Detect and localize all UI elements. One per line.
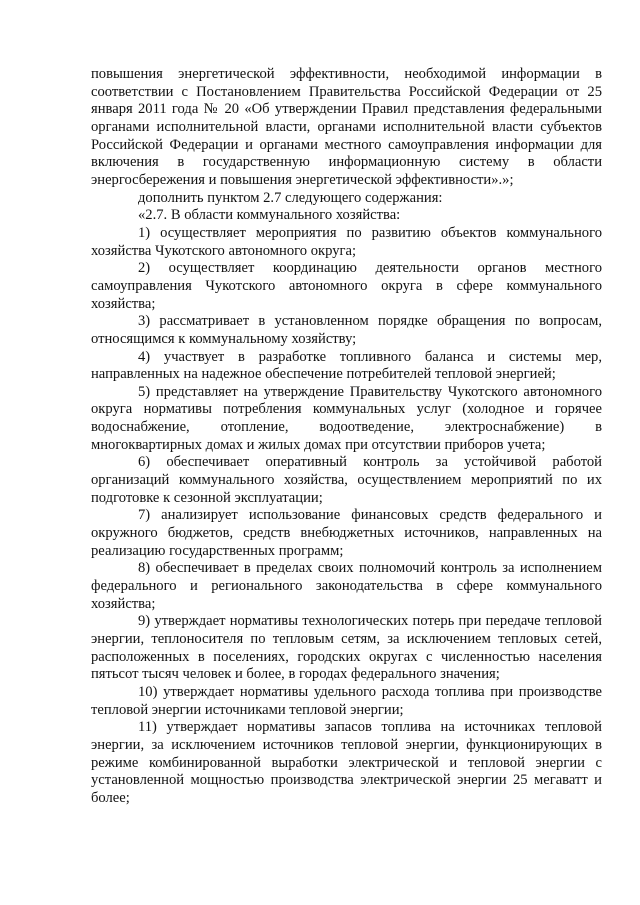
paragraph-section-heading: «2.7. В области коммунального хозяйства: (138, 207, 401, 224)
paragraph-intro: повышения энергетической эффективности, необходимой информации в соответствии с Постановлением Правительства Российской Федерации от 25 января 2011 года № 20 «Об утверждении Правил представления федеральными органами исполнительной власти, органами исполнительной власти субъектов Российской Федерации и органами местного самоуправления информации для включения в государственную информационную систему в области энергосбережения и повышения энергетической эффективности».»; (91, 66, 602, 188)
document-body (91, 66, 602, 808)
list-item-7: 7) анализирует использование финансовых средств федерального и окружного бюджетов, средств внебюджетных источников, направленных на реализацию государственных программ; (91, 507, 602, 559)
list-item-11: 11) утверждает нормативы запасов топлива на источниках тепловой энергии, за исключением источников тепловой энергии, функционирующих в режиме комбинированной выработки электрической и тепловой энергии с установленной мощностью производства электрической энергии 25 мегаватт и более; (91, 719, 602, 806)
list-item-4: 4) участвует в разработке топливного баланса и системы мер, направленных на надежное обеспечение потребителей тепловой энергией; (91, 348, 602, 383)
list-item-2: 2) осуществляет координацию деятельности органов местного самоуправления Чукотского автономного округа в сфере коммунального хозяйства; (91, 260, 602, 312)
list-item-5: 5) представляет на утверждение Правительству Чукотского автономного округа нормативы потребления коммунальных услуг (холодное и горячее водоснабжение, отопление, водоотведение, электроснабжение) в многоквартирных домах и жилых домах при отсутствии приборов учета; (91, 383, 602, 453)
list-item-9: 9) утверждает нормативы технологических потерь при передаче тепловой энергии, теплоносителя по тепловым сетям, за исключением тепловых сетей, расположенных в поселениях, городских округах с численностью населения пятьсот тысяч человек и более, в городах федерального значения; (91, 613, 602, 683)
list-item-10: 10) утверждает нормативы удельного расхода топлива при производстве тепловой энергии источниками тепловой энергии; (91, 683, 602, 718)
list-item-1: 1) осуществляет мероприятия по развитию объектов коммунального хозяйства Чукотского автономного округа; (91, 224, 602, 259)
list-item-6: 6) обеспечивает оперативный контроль за устойчивой работой организаций коммунального хозяйства, осуществлением мероприятий по их подготовке к сезонной эксплуатации; (91, 454, 602, 506)
paragraph-amendment: дополнить пунктом 2.7 следующего содержания: (138, 189, 443, 206)
list-item-3: 3) рассматривает в установленном порядке обращения по вопросам, относящимся к коммунальному хозяйству; (91, 313, 602, 347)
list-item-8: 8) обеспечивает в пределах своих полномочий контроль за исполнением федерального и регионального законодательства в сфере коммунального хозяйства; (91, 560, 602, 612)
